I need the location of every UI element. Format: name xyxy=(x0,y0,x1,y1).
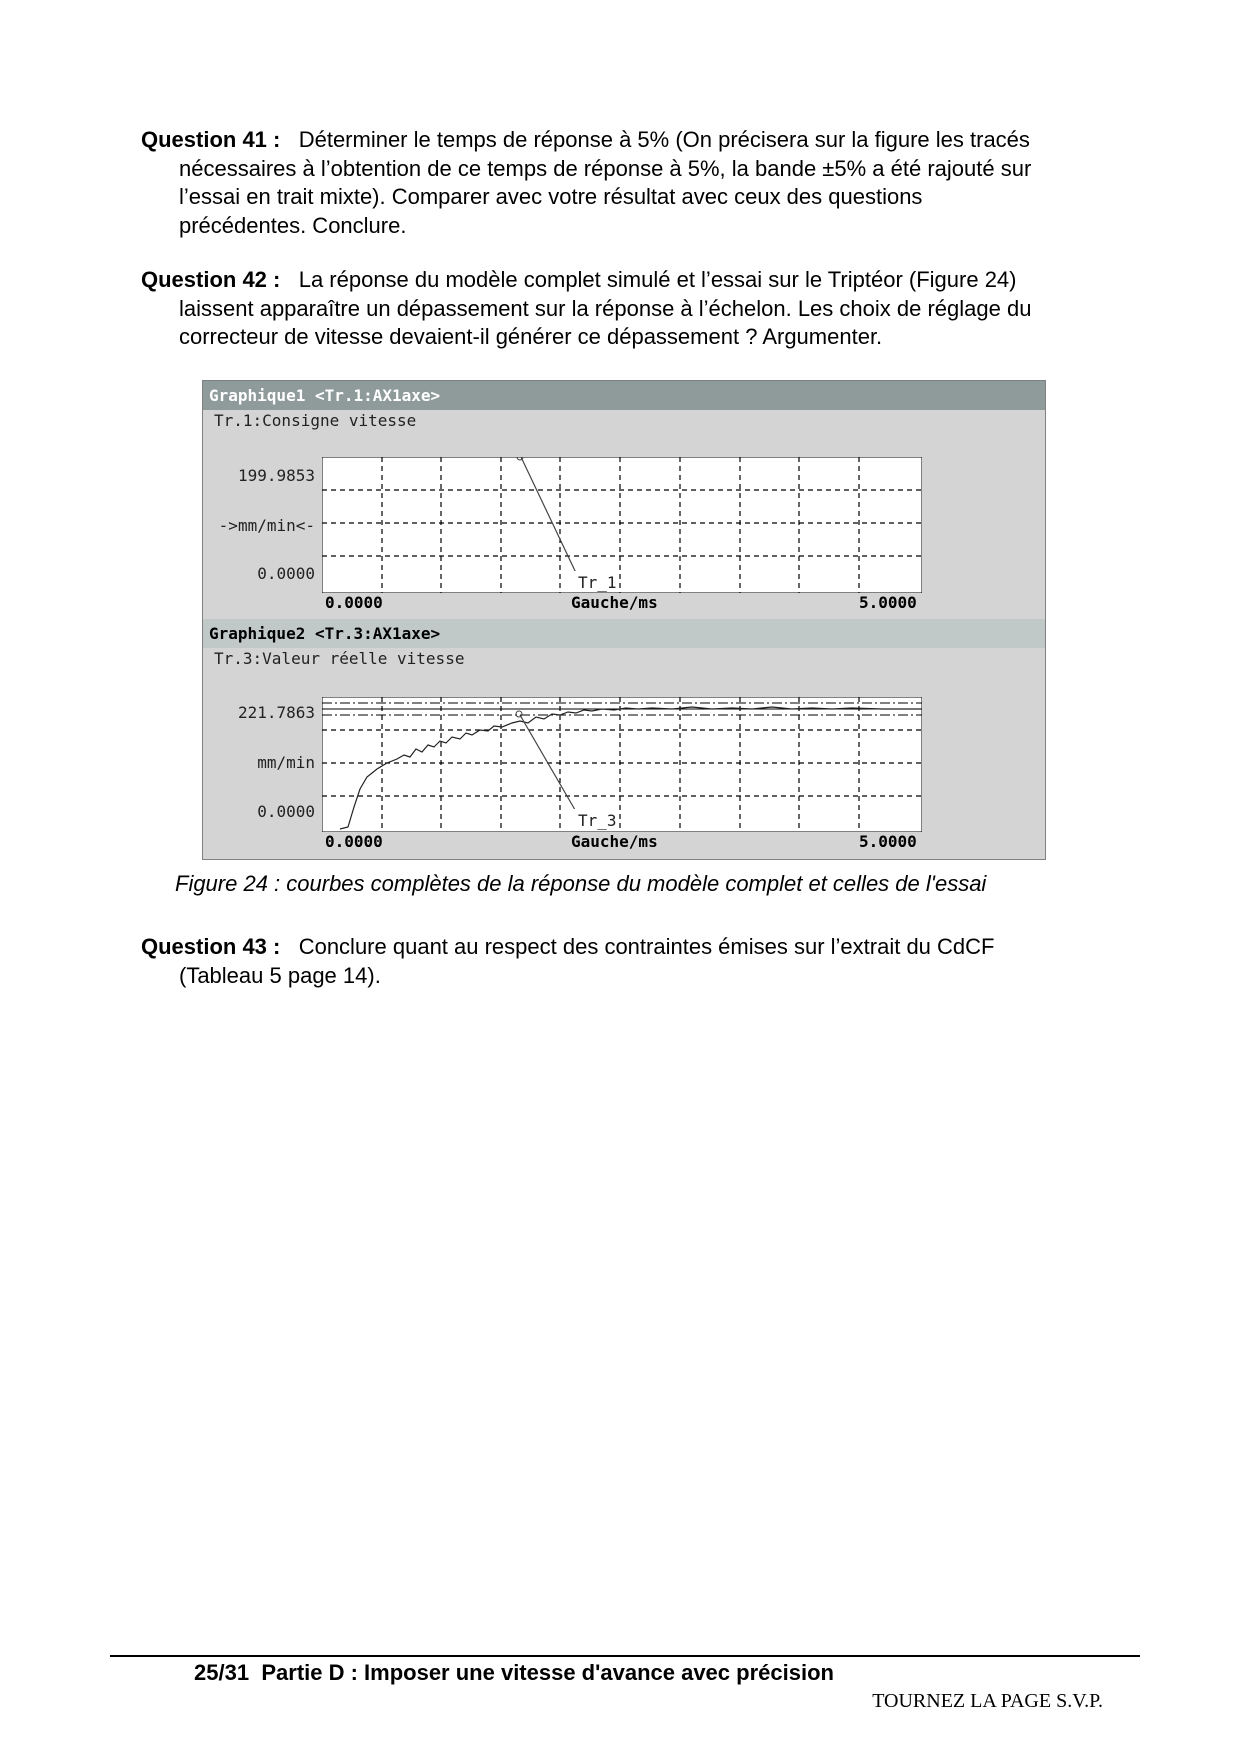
footer xyxy=(0,1660,1240,1686)
question-text: l’essai en trait mixte). Comparer avec votre résultat avec ceux des questions xyxy=(179,184,923,209)
y-axis-unit-label: mm/min xyxy=(257,753,315,772)
question-label: Question 43 : xyxy=(141,934,281,959)
question-text: correcteur de vitesse devaient-il générer ce dépassement ? Argumenter. xyxy=(179,324,883,349)
question-43 xyxy=(141,933,1141,990)
x-axis-right-label: 5.0000 xyxy=(859,593,917,612)
question-text: La réponse du modèle complet simulé et l’essai sur le Triptéor (Figure 24) xyxy=(298,267,1017,292)
figure-caption: Figure 24 : courbes complètes de la réponse du modèle complet et celles de l'essai xyxy=(175,871,987,896)
panel-subtitle: Tr.3:Valeur réelle vitesse xyxy=(214,649,465,668)
trace-label: Tr_3 xyxy=(578,811,617,830)
plot-background xyxy=(322,697,922,832)
y-axis-unit-label: ->mm/min<- xyxy=(218,516,315,535)
question-text: (Tableau 5 page 14). xyxy=(179,962,381,988)
page-number: 25/31 xyxy=(194,1660,250,1685)
x-axis-unit-label: Gauche/ms xyxy=(571,593,658,612)
y-axis-top-label: 221.7863 xyxy=(237,703,315,722)
y-axis-bottom-label: 0.0000 xyxy=(257,564,315,583)
question-text: Déterminer le temps de réponse à 5% (On précisera sur la figure les tracés xyxy=(298,127,1030,152)
figure-24 xyxy=(202,380,1046,860)
x-axis-right-label: 5.0000 xyxy=(859,832,917,851)
plot-area-1 xyxy=(322,457,922,593)
graph-panel-2 xyxy=(203,619,1045,859)
footer-title: Partie D : Imposer une vitesse d'avance avec précision xyxy=(261,1660,834,1685)
question-42 xyxy=(141,266,1141,352)
y-axis-bottom-label: 0.0000 xyxy=(257,802,315,821)
panel-title: Graphique1 <Tr.1:AX1axe> xyxy=(203,381,1045,410)
trace-label: Tr_1 xyxy=(578,573,617,592)
x-axis-unit-label: Gauche/ms xyxy=(571,832,658,851)
x-axis-left-label: 0.0000 xyxy=(325,593,383,612)
turn-page-note: TOURNEZ LA PAGE S.V.P. xyxy=(872,1690,1103,1712)
panel-subtitle: Tr.1:Consigne vitesse xyxy=(214,411,417,430)
question-text: laissent apparaître un dépassement sur la réponse à l’échelon. Les choix de réglage du xyxy=(179,295,1032,321)
question-label: Question 42 : xyxy=(141,267,281,292)
panel-title: Graphique2 <Tr.3:AX1axe> xyxy=(203,619,1045,648)
question-41 xyxy=(141,126,1141,240)
graph-panel-1 xyxy=(203,381,1045,618)
plot-area-2 xyxy=(322,697,922,832)
question-text: nécessaires à l’obtention de ce temps de réponse à 5%, la bande ±5% a été rajouté sur xyxy=(179,155,1032,181)
x-axis-left-label: 0.0000 xyxy=(325,832,383,851)
footer-divider xyxy=(110,1655,1140,1657)
plot-background xyxy=(322,457,922,593)
question-text: Conclure quant au respect des contraintes émises sur l’extrait du CdCF xyxy=(298,934,995,959)
y-axis-top-label: 199.9853 xyxy=(237,466,315,485)
question-text: précédentes. Conclure. xyxy=(179,212,407,238)
question-label: Question 41 : xyxy=(141,127,281,152)
